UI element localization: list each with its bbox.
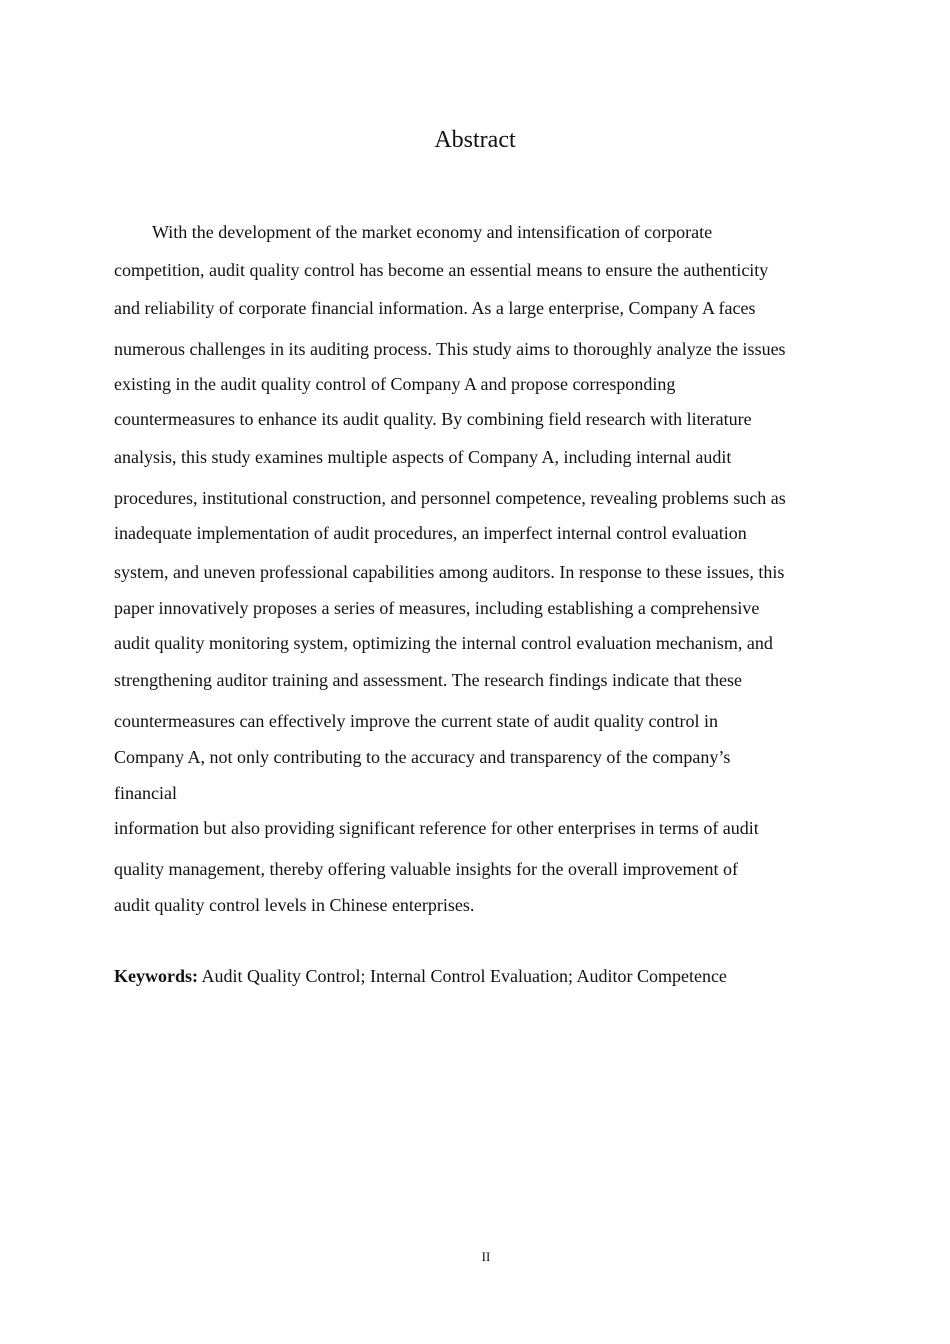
abstract-line: existing in the audit quality control of Company A and propose corresponding xyxy=(114,374,676,394)
keywords-text: Audit Quality Control; Internal Control Evaluation; Auditor Competence xyxy=(198,966,727,986)
keywords-line xyxy=(114,964,727,988)
page-number: II xyxy=(481,1249,491,1264)
abstract-title: Abstract xyxy=(434,127,516,153)
abstract-line: countermeasures to enhance its audit quality. By combining field research with literature xyxy=(114,409,752,429)
abstract-line: inadequate implementation of audit procedures, an imperfect internal control evaluation xyxy=(114,523,747,543)
abstract-line: countermeasures can effectively improve the current state of audit quality control in xyxy=(114,711,718,731)
abstract-line: system, and uneven professional capabilities among auditors. In response to these issues, this xyxy=(114,562,785,582)
abstract-line: quality management, thereby offering valuable insights for the overall improvement of xyxy=(114,859,738,879)
abstract-line: and reliability of corporate financial information. As a large enterprise, Company A faces xyxy=(114,298,756,318)
abstract-line: paper innovatively proposes a series of measures, including establishing a comprehensive xyxy=(114,598,760,618)
keywords-label: Keywords: xyxy=(114,966,198,986)
abstract-line: audit quality control levels in Chinese enterprises. xyxy=(114,895,475,915)
abstract-line: Company A, not only contributing to the accuracy and transparency of the company’s xyxy=(114,747,731,767)
abstract-line: financial xyxy=(114,783,177,803)
abstract-line: With the development of the market economy and intensification of corporate xyxy=(152,222,713,242)
abstract-line: audit quality monitoring system, optimizing the internal control evaluation mechanism, and xyxy=(114,633,773,653)
abstract-line: numerous challenges in its auditing process. This study aims to thoroughly analyze the issues xyxy=(114,339,786,359)
abstract-line: competition, audit quality control has become an essential means to ensure the authenticity xyxy=(114,260,769,280)
abstract-line: strengthening auditor training and assessment. The research findings indicate that these xyxy=(114,670,742,690)
abstract-line: information but also providing significant reference for other enterprises in terms of audit xyxy=(114,818,759,838)
abstract-line: analysis, this study examines multiple aspects of Company A, including internal audit xyxy=(114,447,732,467)
abstract-line: procedures, institutional construction, and personnel competence, revealing problems such as xyxy=(114,488,786,508)
